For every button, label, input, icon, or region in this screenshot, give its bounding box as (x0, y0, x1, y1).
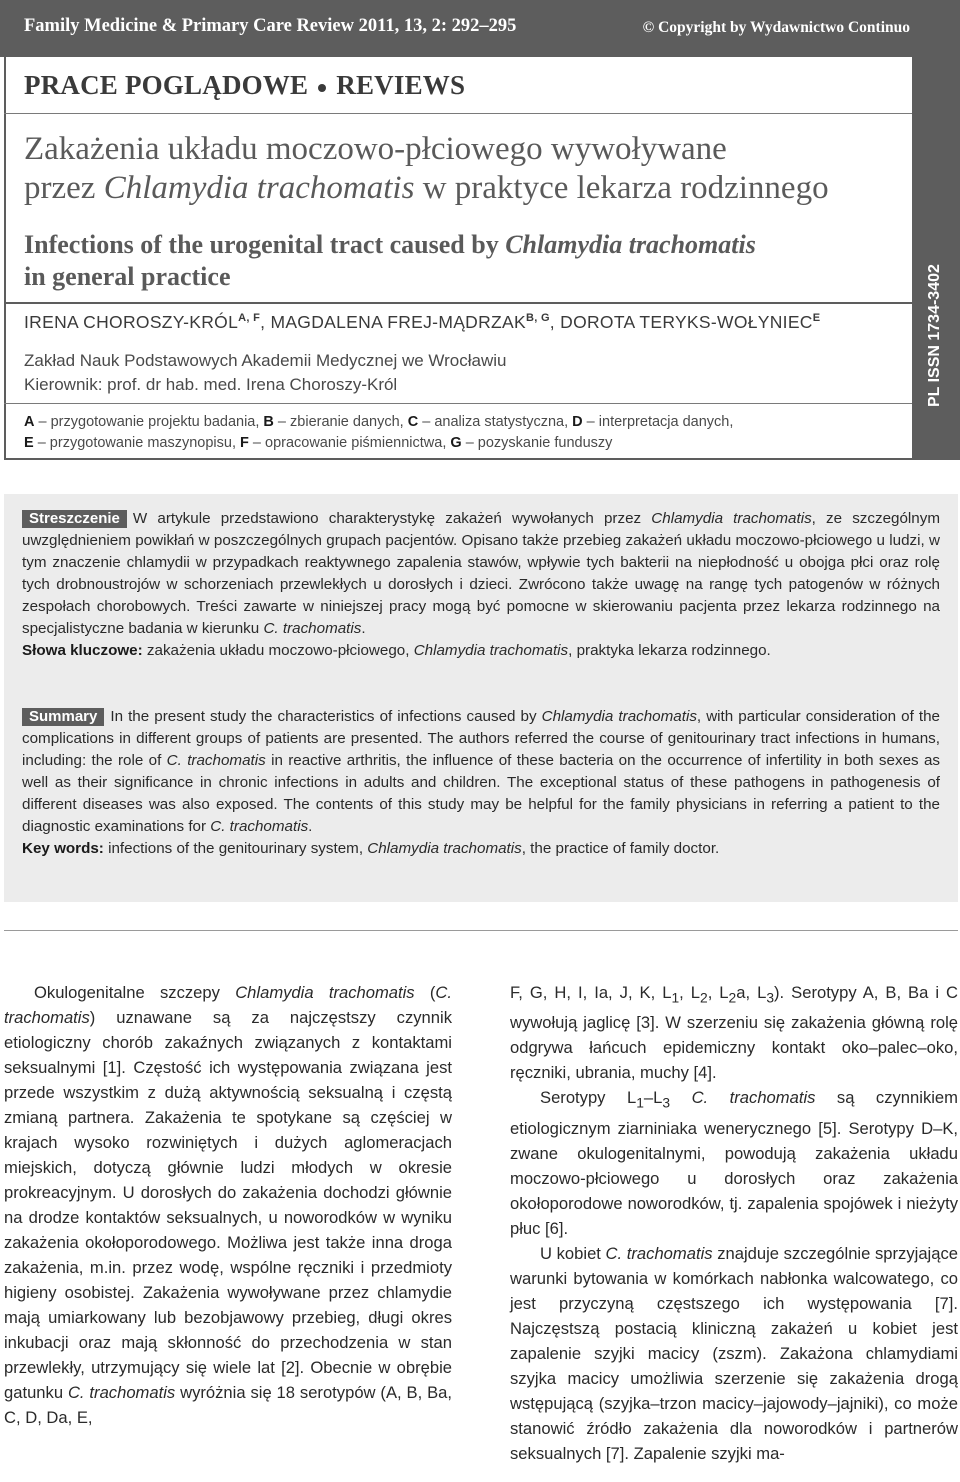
contribution-text: interpretacja danych (598, 414, 730, 430)
author-name: IRENA CHOROSZY-KRÓL (24, 312, 239, 332)
frame-left-border (4, 57, 6, 460)
body-text: ). Serotypy A, B, Ba i C wywołują jaglicę [3]. W szerzeniu się zakażenia główną rolę odgrywa łańcuch epidemiczny kontakt oko–palec–oko, ręczniki, ubrania, muchy [4]. (510, 983, 958, 1083)
contribution-text: przygotowanie projektu badania (50, 414, 256, 430)
bullet-icon (318, 84, 326, 92)
divider-line (4, 302, 912, 304)
keywords-text: infections of the genitourinary system, (103, 840, 368, 857)
abstract-text: W artykule przedstawiono charakterystykę zakażeń wywołanych przez (132, 510, 652, 527)
species-name: Chlamydia trachomatis (413, 642, 569, 659)
body-paragraph (510, 1241, 958, 1466)
subscript: 2 (728, 989, 737, 1006)
contribution-key: B (263, 414, 274, 430)
body-text (670, 1088, 692, 1107)
author-contribution: A, F (238, 312, 261, 325)
section-label-english: REVIEWS (336, 70, 466, 100)
body-text: ( (414, 983, 436, 1002)
divider-line (4, 403, 912, 404)
divider-line (4, 113, 912, 114)
species-name: Chlamydia trachomatis (541, 708, 697, 725)
subscript: 3 (662, 1094, 671, 1111)
keywords-label: Słowa kluczowe: (22, 642, 143, 659)
copyright-notice: © Copyright by Wydawnictwo Continuo (642, 19, 910, 36)
subscript: 1 (636, 1094, 644, 1111)
contribution-text: pozyskanie funduszy (477, 435, 613, 451)
author-contribution: B, G (525, 312, 550, 325)
article-title-english (24, 229, 904, 293)
author-list (24, 312, 820, 333)
contribution-key: C (407, 414, 419, 430)
species-name: Chlamydia trachomatis (235, 983, 415, 1002)
species-name: C. trachomatis (263, 620, 362, 637)
body-column-right (510, 980, 958, 1466)
body-paragraph (4, 980, 452, 1430)
journal-header (0, 0, 960, 57)
author-contribution: E (812, 312, 821, 325)
subscript: 1 (671, 989, 680, 1006)
body-text: są czynnikiem etiologicznym ziarniniaka wenerycznego [5]. Serotypy D–K, zwane okulogenitalnymi, powodują zakażenia układu moczowo-płciowego u dorosłych oraz zakażenia okołoporodowe noworodków, tj. zapalenia spojówek i nieżyty płuc [6]. (510, 1088, 958, 1238)
body-text: ) uznawane są za najczęstszy czynnik etiologiczny chorób zakaźnych związanych z kontaktami seksualnymi [1]. Częstość ich występowania związana jest przede wszystkim z dużą aktywnością seksualną i częstą zmianą partnera. Zakażenia te spotykane są częściej w krajach wysoko rozwiniętych i dużych aglomeracjach miejskich, dotyczą głównie ludzi młodych w okresie prokreacyjnym. U dorosłych do zakażenia dochodzi głównie na drodze kontaktów seksualnych, u noworodków w wyniku zakażenia okołoporodowego. Możliwa jest także inna droga zakażenia, m.in. przez wodę, wspólne ręczniki i przedmioty higieny osobistej. Zakażenia wywoływane przez chlamydie mają umiarkowany lub bezobjawowy przebieg, długi okres inkubacji oraz mają skłonność do przechodzenia w stan przewlekły, utrzymujący się wiele lat [2]. Obecnie w obrębie gatunku (4, 1008, 452, 1402)
section-label (24, 70, 465, 101)
species-name: C. trachomatis (67, 1383, 176, 1402)
contribution-key: F (240, 435, 249, 451)
keywords-label: Key words: (22, 840, 104, 857)
issn-sidebar (912, 57, 960, 460)
title-pl-text: w praktyce lekarza rodzinnego (414, 170, 829, 206)
keywords-text: , praktyka lekarza rodzinnego. (568, 642, 771, 659)
abstract-text: , ze szczególnym uwzględnieniem powikłań w poszczególnych grupach pacjentów. Opisano także przebieg zakażeń układu moczowo-płciowego u ludzi, w tym znaczenie chlamydii w przypadkach reaktywnego zapalenia stawów, wpływie tych bakterii na niepłodność u obojga płci oraz rolę tych drobnoustrojów w schorzeniach przewlekłych u dorosłych i dzieci. Zwrócono także uwagę na rangę tych patogenów w różnych zespołach chorobowych. Treści zawarte w niniejszej pracy mogą być pomocne w skierowaniu pacjenta przez lekarza rodzinnego na specjalistyczne badania w kierunku (22, 510, 940, 637)
frame-bottom-border (4, 458, 916, 460)
title-en-text: Infections of the urogenital tract caused by (24, 230, 506, 259)
contribution-key: E (24, 435, 34, 451)
contribution-text: analiza statystyczna (434, 414, 565, 430)
species-name: C. trachomatis (210, 818, 309, 835)
abstract-english (22, 706, 940, 860)
contribution-text: przygotowanie maszynopisu (49, 435, 232, 451)
author-name: DOROTA TERYKS-WOŁYNIEC (560, 312, 813, 332)
title-pl-text: przez (24, 170, 104, 206)
abstract-label: Summary (22, 708, 104, 726)
body-paragraph (510, 980, 958, 1085)
contribution-text: zbieranie danych (290, 414, 400, 430)
body-text: –L (643, 1088, 663, 1108)
contribution-key: A (24, 414, 35, 430)
affiliation-department: Zakład Nauk Podstawowych Akademii Medycznej we Wrocławiu (24, 351, 507, 370)
body-divider (4, 930, 958, 931)
article-title-polish (24, 130, 904, 208)
journal-citation: Family Medicine & Primary Care Review 2011, 13, 2: 292–295 (24, 16, 517, 36)
title-pl-species: Chlamydia trachomatis (103, 170, 415, 206)
title-en-species: Chlamydia trachomatis (505, 230, 756, 259)
abstract-text: in reactive arthritis, the influence of these bacteria on the occurrence of infertility in both sexes as well as their significance in chronic infections in adults and children. The exceptional status of these pathogens in pathogenesis of different diseases was also exposed. The contents of this study may be helpful for the family physicians in referring a patient to the diagnostic examinations for (22, 752, 940, 835)
abstract-text: In the present study the characteristics of infections caused by (110, 708, 542, 725)
contribution-key: D (572, 414, 583, 430)
title-en-line: in general practice (24, 262, 231, 291)
body-text: a, L (736, 983, 767, 1002)
body-text: F, G, H, I, Ia, J, K, L (510, 983, 672, 1002)
abstract-text: . (361, 620, 366, 637)
species-name: C. trachomatis (4, 983, 452, 1027)
abstract-polish (22, 508, 940, 662)
author-separator: , (549, 312, 561, 332)
body-column-left (4, 980, 452, 1430)
keywords-text: , the practice of family doctor. (521, 840, 720, 857)
species-name: C. trachomatis (691, 1088, 816, 1108)
contribution-key: G (450, 435, 462, 451)
keywords-text: zakażenia układu moczowo-płciowego, (142, 642, 414, 659)
author-separator: , (260, 312, 271, 332)
body-text: znajduje szczególnie sprzyjające warunki bytowania w komórkach nabłonka walcowatego, co jest przyczyną częstszego ich występowania [7]. Najczęstszą postacią kliniczną zakażeń u kobiet jest zapalenie szyjki macicy (zszm). Zakażona chlamydiami szyjka macicy umożliwia szerzenie się zakażenia drogą wstępującą (szyjka–trzon macicy–jajowody–jajniki), co może stanowić źródło zakażenia dla noworodków i partnerów seksualnych [7]. Zapalenie szyjki ma- (510, 1243, 958, 1463)
affiliation-head: Kierownik: prof. dr hab. med. Irena Choroszy-Król (24, 375, 398, 394)
species-name: Chlamydia trachomatis (367, 840, 522, 857)
title-pl-line: Zakażenia układu moczowo-płciowego wywoływane (24, 131, 727, 167)
abstract-label: Streszczenie (22, 510, 127, 528)
abstract-text: . (308, 818, 313, 835)
species-name: Chlamydia trachomatis (651, 510, 812, 527)
affiliation (24, 349, 507, 397)
body-text: , L (679, 983, 700, 1002)
contribution-legend: A – przygotowanie projektu badania, B – zbieranie danych, C – analiza statystyczna, D – interpretacja danych, E – przygotowanie maszynopisu, F – opracowanie piśmiennictwa, G – pozyskanie funduszy (24, 414, 734, 451)
abstract-text: , with particular consideration of the complications in different groups of patients are presented. The authors referred the course of genitourinary tract infections in humans, including: the role of (22, 708, 940, 769)
author-name: MAGDALENA FREJ-MĄDRZAK (270, 312, 526, 332)
keywords-english (22, 838, 940, 860)
body-text: U kobiet (540, 1243, 606, 1263)
body-text: wyróżnia się 18 serotypów (A, B, Ba, C, D, Da, E, (4, 1383, 452, 1427)
issn-label: PL ISSN 1734-3402 (926, 264, 943, 407)
subscript: 2 (700, 989, 708, 1006)
body-text: , L (707, 983, 729, 1002)
body-text: Okulogenitalne szczepy (34, 983, 236, 1002)
body-paragraph (510, 1085, 958, 1240)
species-name: C. trachomatis (166, 752, 266, 769)
section-label-polish: PRACE POGLĄDOWE (24, 70, 309, 100)
keywords-polish (22, 640, 940, 662)
contribution-text: opracowanie piśmiennictwa (265, 435, 443, 451)
subscript: 3 (766, 989, 775, 1006)
species-name: C. trachomatis (605, 1243, 713, 1263)
body-text: Serotypy L (540, 1088, 637, 1108)
